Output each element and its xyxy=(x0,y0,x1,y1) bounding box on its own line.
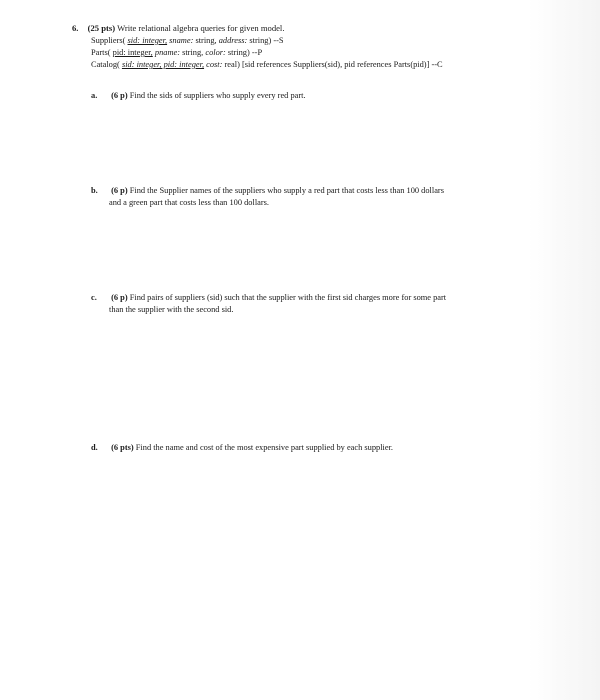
question-header xyxy=(72,22,284,34)
schema-parts-key: pid: integer, xyxy=(112,48,153,57)
part-text: Find the Supplier names of the suppliers who supply a red part that costs less than 100 dollars xyxy=(129,186,444,195)
part-b xyxy=(91,185,541,209)
question-number: 6. xyxy=(72,23,79,33)
part-points: (6 p) xyxy=(111,186,128,195)
schema-parts-type2: string) --P xyxy=(227,48,263,57)
part-text-continued: and a green part that costs less than 100 dollars. xyxy=(109,198,270,207)
part-points: (6 pts) xyxy=(111,443,134,452)
question-instruction: Write relational algebra queries for given model. xyxy=(117,23,285,33)
part-letter: b. xyxy=(91,186,98,195)
schema-catalog xyxy=(91,59,443,71)
schema-parts-type1: string, xyxy=(182,48,204,57)
part-text-continued: than the supplier with the second sid. xyxy=(109,305,234,314)
part-points: (6 p) xyxy=(111,293,128,302)
part-c xyxy=(91,292,541,316)
schema-parts-name: Parts( xyxy=(91,48,111,57)
part-text: Find pairs of suppliers (sid) such that the supplier with the first sid charges more for some part xyxy=(129,293,447,302)
part-letter: a. xyxy=(91,91,98,100)
part-points: (6 p) xyxy=(111,91,128,100)
schema-catalog-rest: real) [sid references Suppliers(sid), pid references Parts(pid)] --C xyxy=(224,60,443,69)
question-points: (25 pts) xyxy=(87,23,116,33)
schema-catalog-key: sid: integer, pid: integer, xyxy=(121,60,205,69)
schema-parts-attr2: color: xyxy=(205,48,226,57)
part-d xyxy=(91,442,541,454)
schema-suppliers-type1: string, xyxy=(195,36,217,45)
schema-catalog-name: Catalog( xyxy=(91,60,120,69)
schema-parts xyxy=(91,47,262,59)
schema-suppliers-attr1: sname: xyxy=(169,36,194,45)
schema-catalog-attr1: cost: xyxy=(206,60,223,69)
part-a xyxy=(91,90,541,102)
schema-parts-attr1: pname: xyxy=(154,48,180,57)
part-text: Find the sids of suppliers who supply every red part. xyxy=(129,91,306,100)
schema-suppliers-type2: string) --S xyxy=(249,36,284,45)
schema-suppliers-name: Suppliers( xyxy=(91,36,126,45)
schema-suppliers-key: sid: integer, xyxy=(127,36,168,45)
part-letter: d. xyxy=(91,443,98,452)
part-letter: c. xyxy=(91,293,97,302)
schema-suppliers-attr2: address: xyxy=(218,36,248,45)
schema-suppliers xyxy=(91,35,284,47)
part-text: Find the name and cost of the most expensive part supplied by each supplier. xyxy=(135,443,394,452)
